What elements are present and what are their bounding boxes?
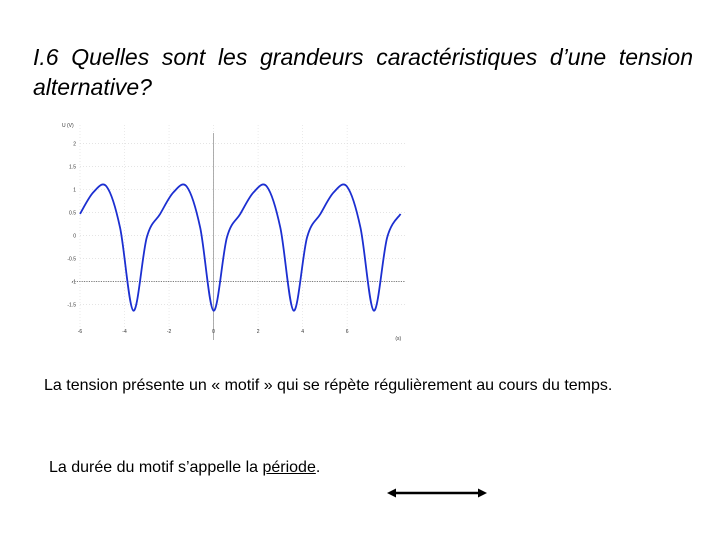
voltage-chart bbox=[55, 115, 415, 347]
y-tick-label: 0 bbox=[73, 233, 76, 240]
x-tick-label: -2 bbox=[166, 329, 172, 335]
slide-title: I.6 Quelles sont les grandeurs caractéristiques d’une tension alternative? bbox=[33, 44, 693, 100]
voltage-series-line bbox=[80, 184, 401, 310]
paragraph-periode-end: . bbox=[315, 459, 321, 476]
term-periode: période bbox=[262, 459, 316, 476]
y-tick-label: 1 bbox=[73, 187, 76, 194]
y-tick-label: -1.5 bbox=[67, 302, 76, 309]
x-tick-label: -4 bbox=[122, 329, 127, 335]
x-tick-label: -6 bbox=[77, 329, 83, 335]
x-tick-label: 4 bbox=[301, 329, 304, 335]
y-axis-label: U (V) bbox=[62, 123, 74, 129]
y-tick-label: 0.5 bbox=[69, 210, 76, 217]
y-tick-label: 1.5 bbox=[69, 164, 76, 171]
y-tick-label: -1 bbox=[71, 279, 76, 286]
x-tick-label: 6 bbox=[345, 329, 349, 335]
x-tick-label: 0 bbox=[212, 329, 215, 335]
x-tick-label: 2 bbox=[256, 329, 260, 335]
paragraph-periode bbox=[49, 457, 449, 479]
x-axis-label: (s) bbox=[395, 336, 402, 342]
y-tick-label: -0.5 bbox=[67, 256, 76, 263]
period-double-arrow bbox=[386, 486, 488, 500]
y-tick-label: 2 bbox=[73, 141, 76, 148]
paragraph-motif: La tension présente un « motif » qui se répète régulièrement au cours du temps. bbox=[44, 377, 613, 394]
paragraph-periode-text: La durée du motif s’appelle la bbox=[49, 459, 263, 476]
